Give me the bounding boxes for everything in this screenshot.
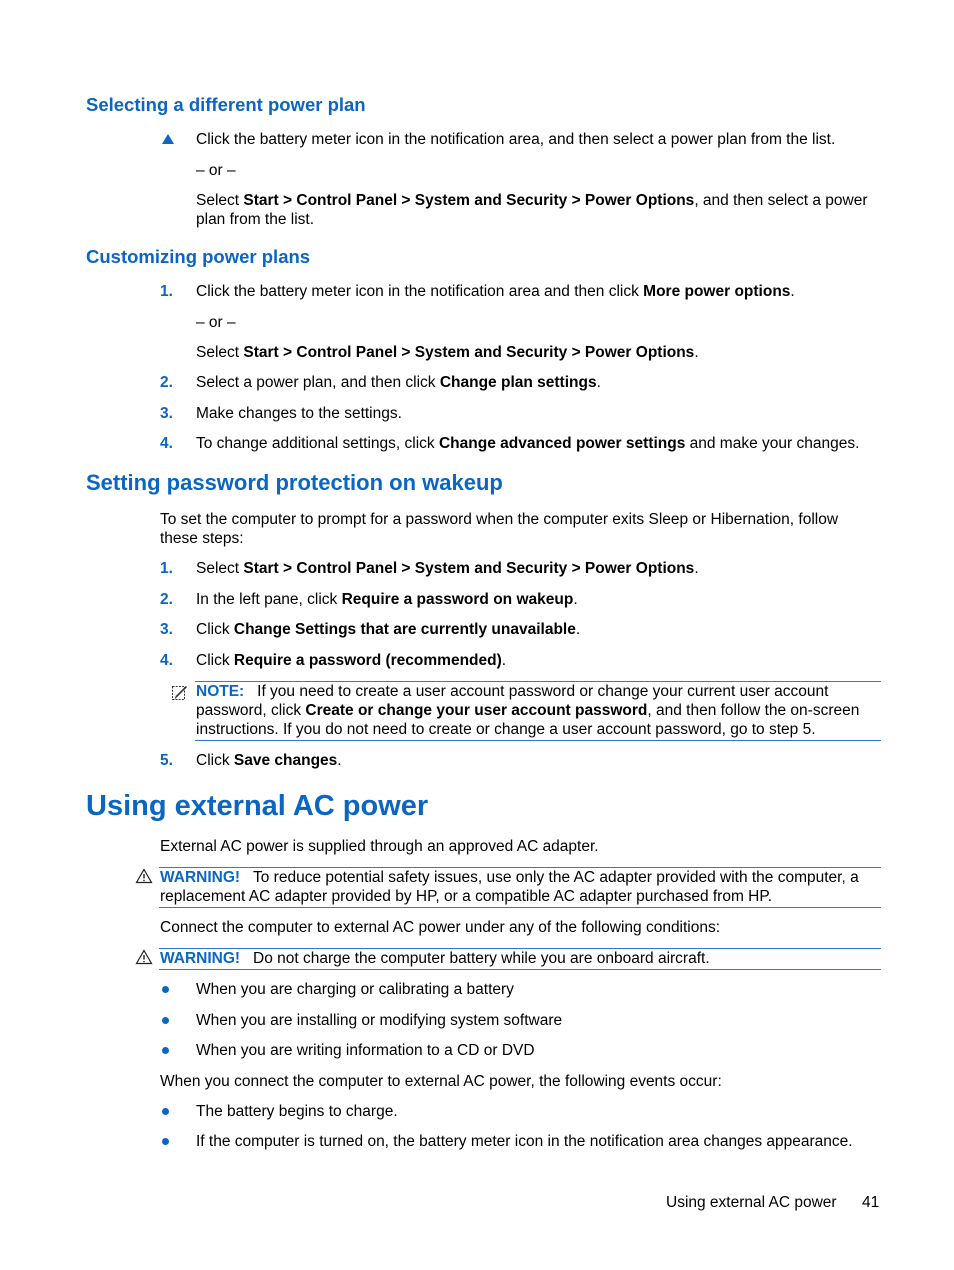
s2-item-2-a: Select a power plan, and then click — [196, 374, 440, 391]
note-label: NOTE: — [196, 683, 245, 700]
s3-item-4-number: 4. — [160, 652, 173, 669]
s4-intro: External AC power is supplied through an approved AC adapter. — [160, 838, 599, 855]
note-text-a: If you need to create a user account password or change your current user account password, click — [196, 683, 829, 719]
s4-conditions: Connect the computer to external AC power under any of the following conditions: — [160, 919, 721, 936]
s3-item-3-number: 3. — [160, 621, 173, 638]
s2-item-2-number: 2. — [160, 374, 173, 391]
bullet-dot-icon — [162, 1017, 169, 1024]
s1-select-path: Start > Control Panel > System and Security > Power Options — [243, 192, 695, 209]
s4-events: When you connect the computer to external AC power, the following events occur: — [160, 1073, 722, 1090]
s3-item-3-text — [196, 620, 886, 639]
s1-select-a: Select — [196, 192, 244, 209]
triangle-bullet-icon — [161, 132, 175, 150]
s2-item-2-c: . — [596, 374, 601, 391]
heading-using-external-ac-power: Using external AC power — [86, 790, 429, 822]
bullet-dot-icon — [162, 1108, 169, 1115]
s2-select-a: Select — [196, 344, 244, 361]
s3-item-2-a: In the left pane, click — [196, 591, 342, 608]
s3-item-4-c: . — [501, 652, 507, 669]
list-item: When you are installing or modifying system software — [196, 1012, 563, 1029]
bullet-dot-icon — [162, 1138, 169, 1145]
s2-item-1-text — [196, 282, 886, 301]
s2-item-3-number: 3. — [160, 405, 173, 422]
warning1-label: WARNING! — [160, 869, 241, 886]
s2-select-path: Start > Control Panel > System and Security > Power Options — [243, 344, 695, 361]
s1-select-c: , and then select a power plan from the list. — [196, 192, 868, 228]
bullet-dot-icon — [162, 1047, 169, 1054]
s2-item-1-b: More power options — [643, 283, 791, 300]
s3-item-5-a: Click — [196, 752, 234, 769]
s3-item-4-b: Require a password (recommended) — [233, 652, 502, 669]
warning-triangle-icon — [135, 949, 153, 970]
s3-item-4-text — [196, 651, 886, 670]
note-content — [196, 682, 886, 739]
s2-item-4-c: and make your changes. — [685, 435, 860, 452]
warning-triangle-icon — [135, 868, 153, 889]
footer-section-name: Using external AC power — [666, 1194, 837, 1211]
s2-item-1-c: . — [790, 283, 795, 300]
s3-item-2-number: 2. — [160, 591, 173, 608]
s1-step-text: Click the battery meter icon in the notification area, and then select a power plan from the list. — [196, 131, 836, 148]
warning1-bottom-rule — [159, 907, 881, 908]
note-bottom-rule — [195, 740, 881, 741]
s1-or: – or – — [196, 162, 236, 179]
heading-password-protection: Setting password protection on wakeup — [86, 470, 503, 495]
bullet-dot-icon — [162, 986, 169, 993]
note-text-c: , and then follow the on-screen instructions. If you do not need to create or change a user account password, go to step 5. — [196, 702, 860, 738]
warning2-text: Do not charge the computer battery while you are onboard aircraft. — [253, 950, 710, 967]
heading-customizing-power-plans: Customizing power plans — [86, 246, 311, 267]
s3-item-2-text — [196, 590, 886, 609]
s2-item-2-b: Change plan settings — [439, 374, 597, 391]
heading-selecting-power-plan: Selecting a different power plan — [86, 94, 366, 115]
warning2-content — [160, 949, 882, 968]
note-pencil-icon — [171, 684, 189, 707]
list-item: When you are charging or calibrating a battery — [196, 981, 514, 998]
list-item: When you are writing information to a CD or DVD — [196, 1042, 535, 1059]
s3-item-1-a: Select — [196, 560, 244, 577]
s2-item-3-text: Make changes to the settings. — [196, 405, 402, 422]
s2-or: – or – — [196, 314, 236, 331]
s2-select-text — [196, 343, 886, 362]
warning1-text: To reduce potential safety issues, use only the AC adapter provided with the computer, a replacement AC adapter provided by HP, or a compatible AC adapter purchased from HP. — [160, 869, 859, 905]
list-item: If the computer is turned on, the battery meter icon in the notification area changes appearance. — [196, 1133, 853, 1150]
s3-item-1-text — [196, 559, 886, 578]
s2-item-1-number: 1. — [160, 283, 173, 300]
s2-item-1-a: Click the battery meter icon in the notification area and then click — [196, 283, 644, 300]
list-item: The battery begins to charge. — [196, 1103, 398, 1120]
s3-item-5-c: . — [337, 752, 342, 769]
s3-item-3-c: . — [575, 621, 581, 638]
s3-item-5-b: Save changes — [233, 752, 338, 769]
warning2-label: WARNING! — [160, 950, 241, 967]
s3-item-2-c: . — [573, 591, 578, 608]
warning2-bottom-rule — [159, 969, 881, 970]
s3-item-1-number: 1. — [160, 560, 173, 577]
s3-item-1-b: Start > Control Panel > System and Security > Power Options — [243, 560, 695, 577]
s2-item-4-number: 4. — [160, 435, 173, 452]
s3-item-1-c: . — [694, 560, 699, 577]
s3-item-3-a: Click — [196, 621, 234, 638]
warning1-content — [160, 868, 882, 906]
s3-item-5-text — [196, 751, 886, 770]
s2-item-4-text — [196, 434, 896, 453]
s2-select-c: . — [694, 344, 699, 361]
footer-page-number: 41 — [862, 1194, 880, 1211]
s2-item-2-text — [196, 373, 886, 392]
s3-item-4-a: Click — [196, 652, 234, 669]
s3-intro: To set the computer to prompt for a password when the computer exits Sleep or Hibernation, follow these steps: — [160, 511, 839, 547]
s2-item-4-b: Change advanced power settings — [438, 435, 686, 452]
note-link-text: Create or change your user account password — [305, 702, 648, 719]
s3-item-3-b: Change Settings that are currently unavailable — [233, 621, 576, 638]
s3-item-5-number: 5. — [160, 752, 173, 769]
s1-select-text — [196, 191, 886, 229]
s3-item-2-b: Require a password on wakeup — [341, 591, 574, 608]
s2-item-4-a: To change additional settings, click — [196, 435, 439, 452]
